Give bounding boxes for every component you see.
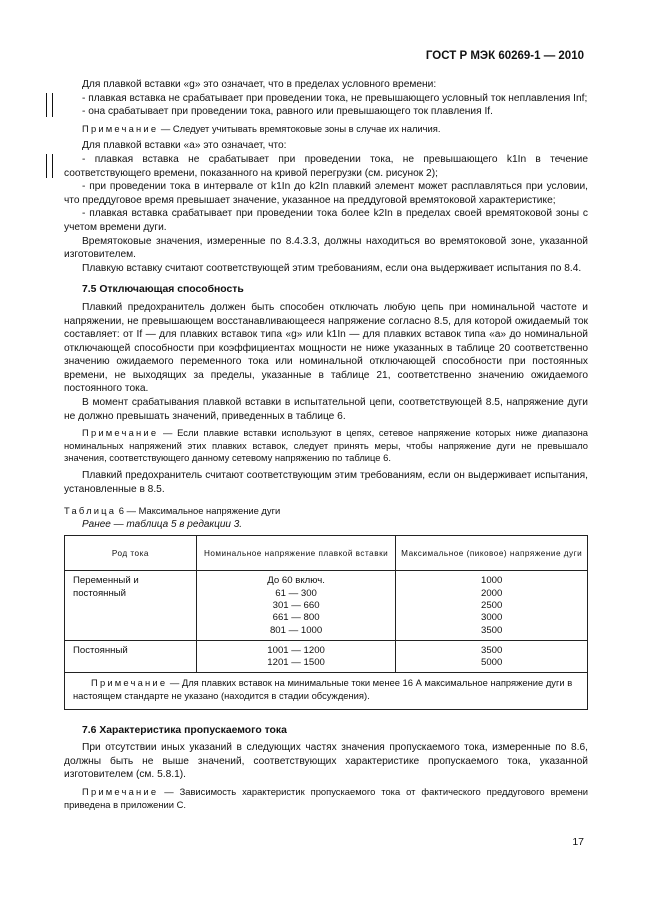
voltage-value: 1001 — 1200 (267, 644, 325, 656)
paragraph: - плавкая вставка не срабатывает при проведении тока, не превышающего k1In в течение соответствующего времени, показанного на кривой перегрузки (см. рисунок 2); (64, 153, 588, 179)
arc-value: 2500 (481, 600, 503, 611)
column-header: Номинальное напряжение плавкой вставки (196, 536, 396, 571)
arc-voltage-cell (396, 571, 588, 640)
arc-value: 3500 (481, 644, 503, 656)
note-label: Примечание (82, 427, 159, 439)
arc-value: 3500 (481, 624, 503, 636)
table-note (65, 673, 588, 709)
note (64, 786, 588, 811)
paragraph: Для плавкой вставки «g» это означает, что в пределах условного времени: (82, 79, 437, 90)
table-subcaption: Ранее — таблица 5 в редакции 3. (82, 518, 243, 530)
page-content (64, 78, 588, 811)
note (64, 123, 588, 136)
arc-voltage-cell (396, 640, 588, 673)
paragraph: - при проведении тока в интервале от k1In до k2In плавкий элемент может расплавляться при условии, что преддуговое время превышает значение, указанное на преддуговой времятоковой характеристике; (64, 181, 588, 206)
standard-header: ГОСТ Р МЭК 60269-1 — 2010 (425, 50, 584, 62)
note-text: — Следует учитывать времятоковые зоны в случае их наличия. (158, 122, 441, 134)
table-caption (64, 504, 588, 518)
current-kind-cell: Постоянный (65, 640, 197, 673)
note-text: — Для плавких вставок на минимальные токи менее 16 А максимальное напряжение дуги в настоящем стандарте не указано (находится в стадии обсуждения). (73, 677, 573, 702)
paragraph: - плавкая вставка не срабатывает при проведении тока, не превышающего условный ток неплавления Inf; (82, 92, 588, 104)
paragraph: Для плавкой вставки «а» это означает, что: (82, 140, 287, 152)
note (64, 427, 588, 465)
voltage-value: 301 — 660 (272, 600, 320, 611)
paragraph: Плавкую вставку считают соответствующей этим требованиям, если она выдерживает испытания по 8.4. (82, 262, 582, 274)
arc-value: 1000 (481, 575, 503, 587)
voltage-value: 1201 — 1500 (267, 657, 325, 669)
table-row (65, 571, 588, 640)
table-header-row (65, 536, 588, 571)
paragraph: Времятоковые значения, измеренные по 8.4.3.3, должны находиться во времятоковой зоне, указанной изготовителем. (64, 235, 588, 261)
paragraph: При отсутствии иных указаний в следующих частях значения пропускаемого тока, измеренные по 8.6, должны быть не выше значений, соответствующих характеристике пропускаемого тока, указанной изготовителем (см. 5.8.1). (64, 742, 588, 781)
revision-bar (46, 154, 53, 178)
voltage-cell (196, 571, 396, 640)
note-label: Примечание (82, 786, 159, 798)
note-label: Примечание (91, 677, 168, 689)
section-heading-7-5: 7.5 Отключающая способность (82, 284, 244, 296)
page-number: 17 (572, 836, 584, 848)
voltage-value: До 60 включ. (267, 575, 325, 587)
arc-voltage-table (64, 535, 588, 709)
paragraph: Плавкий предохранитель должен быть способен отключать любую цепь при номинальной частоте и напряжении, не превышающем восстанавливающееся напряжение согласно 8.5, для которой ожидаемый ток составляет: от If — для плавких вставок типа «g» или k1In — для плавких вставок типа «а» до номинальной отключающей способности при коэффициентах мощности не ниже указанных в таблице 20 соответственно значению ожидаемого переменного тока или номинальной отключающей способности при постоянных времени, не выходящих за пределы, указанные в таблице 21, соответственно значению ожидаемого постоянного тока. (64, 301, 588, 395)
arc-value: 2000 (481, 587, 503, 599)
voltage-value: 661 — 800 (272, 612, 320, 624)
voltage-value: 801 — 1000 (269, 624, 323, 636)
note-text: — Если плавкие вставки используют в цепях, сетевое напряжение которых ниже диапазона номинальных напряжений этих плавких вставок, следует принять меры, чтобы напряжение дуги не превышало значения, соответствующего данному сетевому напряжению по таблице 6. (64, 427, 588, 464)
table-row (65, 640, 588, 673)
table-caption-text: 6 — Максимальное напряжение дуги (116, 505, 281, 517)
revision-bar (46, 93, 53, 117)
voltage-cell (196, 640, 396, 673)
column-header: Род тока (65, 536, 197, 571)
paragraph: - она срабатывает при проведении тока, равного или превышающего ток плавления If. (82, 106, 493, 118)
table-caption-label: Таблица (64, 505, 117, 517)
note-label: Примечание (82, 122, 159, 134)
voltage-value: 61 — 300 (275, 587, 317, 599)
table-note-row (65, 673, 588, 709)
arc-value: 5000 (481, 657, 503, 669)
paragraph: - плавкая вставка срабатывает при проведении тока более k2In в пределах своей времятоковой зоны с учетом времени дуги. (64, 208, 588, 233)
paragraph: В момент срабатывания плавкой вставки в испытательной цепи, соответствующей 8.5, напряжение дуги не должно превышать значений, приведенных в таблице 6. (64, 397, 588, 422)
paragraph: Плавкий предохранитель считают соответствующим этим требованиям, если он выдерживает испытания, установленные в 8.5. (64, 470, 588, 495)
arc-value: 3000 (481, 612, 503, 624)
column-header: Максимальное (пиковое) напряжение дуги (396, 536, 588, 571)
note-text: — Зависимость характеристик пропускаемого тока от фактического преддугового времени приведена в приложении С. (64, 786, 588, 810)
current-kind-cell: Переменный и постоянный (65, 571, 197, 640)
section-heading-7-6: 7.6 Характеристика пропускаемого тока (82, 724, 287, 736)
